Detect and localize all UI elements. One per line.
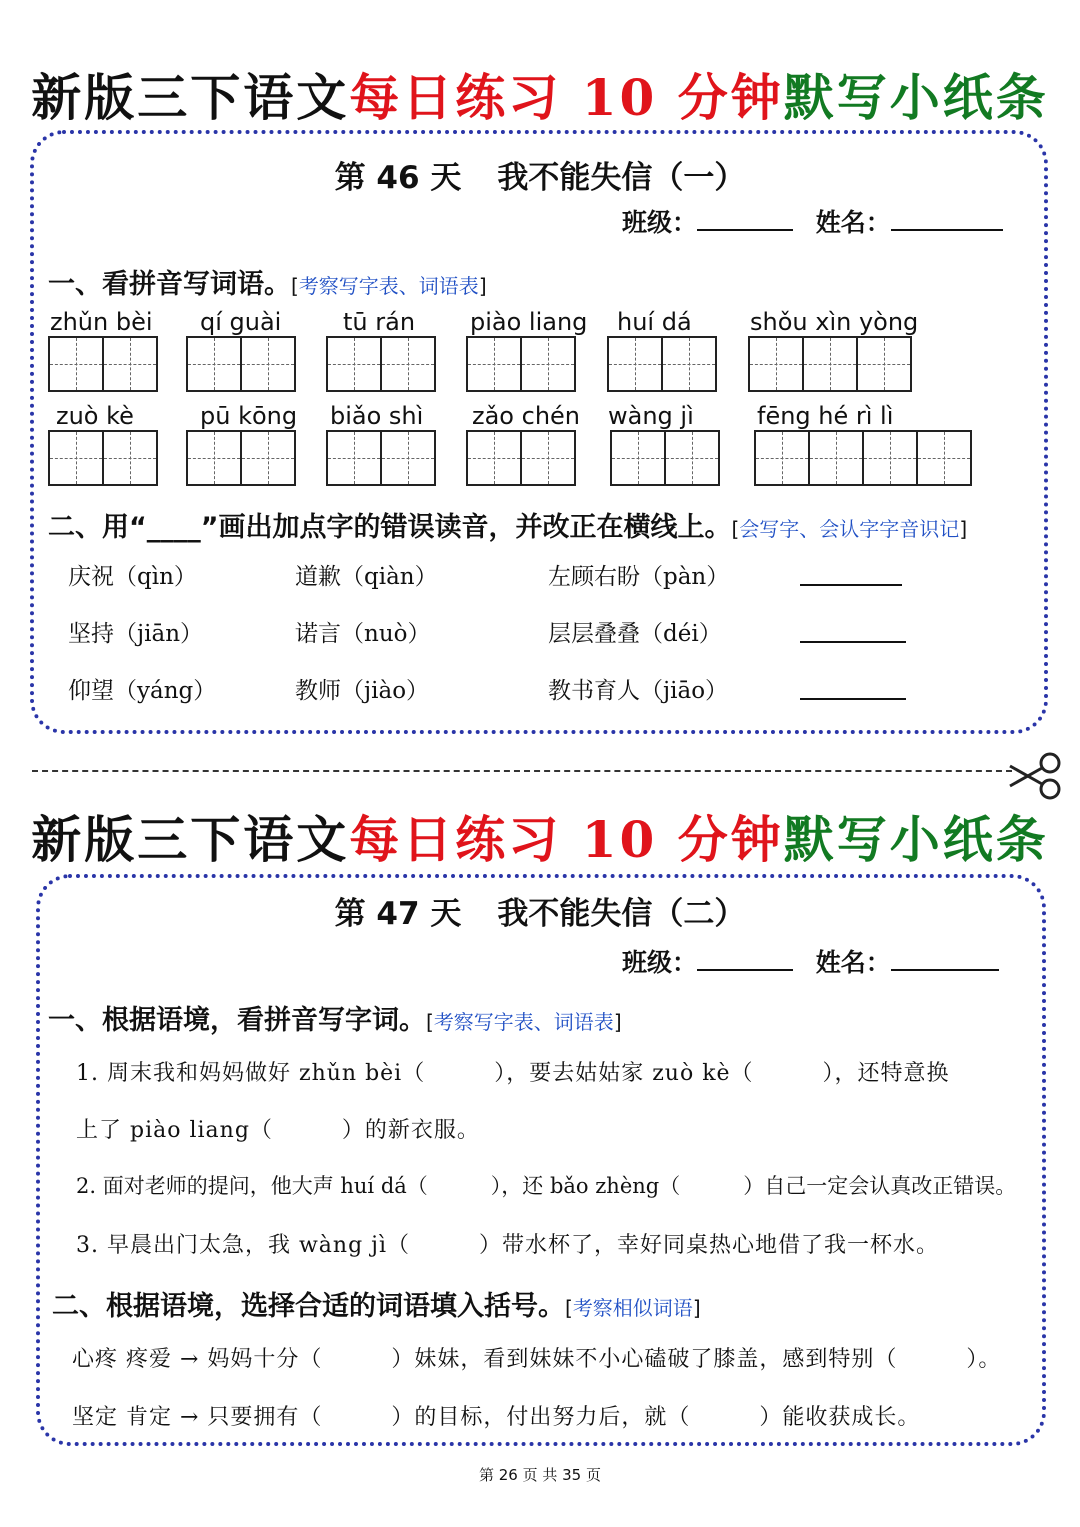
card1-section2-title <box>48 505 967 544</box>
word-item: 诺言（nuò） <box>295 621 431 647</box>
char-grid[interactable] <box>48 336 156 392</box>
char-cell[interactable] <box>380 430 436 486</box>
char-grid[interactable] <box>607 336 715 392</box>
char-grid[interactable] <box>754 430 970 486</box>
section-title: 一、根据语境，看拼音写字词。 <box>48 1005 426 1036</box>
cut-line <box>32 770 1012 772</box>
banner-part1: 新版三下语文 <box>31 68 350 127</box>
char-cell[interactable] <box>661 336 717 392</box>
char-cell[interactable] <box>802 336 858 392</box>
name-blank[interactable] <box>891 969 999 971</box>
tag-bracket: [ <box>426 1010 434 1034</box>
char-grid[interactable] <box>48 430 156 486</box>
page-footer: 第 26 页 共 35 页 <box>478 1466 601 1484</box>
banner-part2: 每日练习 10 分钟 <box>349 810 784 869</box>
card1-day: 第 46 天 <box>334 160 462 196</box>
choice-sentence: 坚定 肯定 → 只要拥有（ ）的目标，付出努力后，就（ ）能收获成长。 <box>72 1405 921 1430</box>
pinyin: tū rán <box>343 308 416 336</box>
char-cell[interactable] <box>380 336 436 392</box>
sentence: 上了 piào liang（ ）的新衣服。 <box>76 1118 480 1143</box>
card1-class-name-row <box>622 203 1003 239</box>
pinyin: wàng jì <box>608 402 694 430</box>
card2-title: 我不能失信（二） <box>497 896 746 932</box>
banner-part3: 默写小纸条 <box>783 810 1049 869</box>
tag-bracket: [ <box>731 517 740 541</box>
char-cell[interactable] <box>48 430 104 486</box>
pinyin: zǎo chén <box>472 402 580 430</box>
section-tag: 会写字、会认字字音识记 <box>739 517 960 541</box>
word-item: 道歉（qiàn） <box>295 564 438 590</box>
card2-day: 第 47 天 <box>334 896 462 932</box>
section-title: 一、看拼音写词语。 <box>48 269 291 300</box>
banner-top <box>0 58 1080 130</box>
pinyin: pū kōng <box>200 402 298 430</box>
word-item: 教师（jiào） <box>295 678 430 704</box>
banner-bottom <box>0 800 1080 872</box>
pinyin: huí dá <box>617 308 692 336</box>
char-cell[interactable] <box>520 336 576 392</box>
section-tag: 考察写字表、词语表 <box>298 274 479 298</box>
class-label: 班级： <box>622 208 698 237</box>
name-label: 姓名： <box>815 948 891 977</box>
char-cell[interactable] <box>664 430 720 486</box>
word-item: 仰望（yáng） <box>68 678 217 704</box>
section-tag: 考察相似词语 <box>572 1296 693 1320</box>
pinyin: zuò kè <box>56 402 134 430</box>
name-label: 姓名： <box>815 208 891 237</box>
answer-line[interactable] <box>800 584 902 586</box>
sentence: 1. 周末我和妈妈做好 zhǔn bèi（ ），要去姑姑家 zuò kè（ ），还特意换 <box>76 1061 950 1086</box>
answer-line[interactable] <box>800 641 906 643</box>
sentence: 3. 早晨出门太急，我 wàng jì（ ）带水杯了，幸好同桌热心地借了我一杯水。 <box>76 1233 940 1258</box>
pinyin: biǎo shì <box>330 402 424 430</box>
choice-sentence: 心疼 疼爱 → 妈妈十分（ ）妹妹，看到妹妹不小心磕破了膝盖，感到特别（ ）。 <box>72 1347 1002 1372</box>
sentence: 2. 面对老师的提问，他大声 huí dá（ ），还 bǎo zhèng（ ）自己一定会认真改正错误。 <box>76 1174 1017 1198</box>
char-cell[interactable] <box>326 430 382 486</box>
card2-class-name-row <box>622 943 999 979</box>
tag-bracket: [ <box>565 1296 573 1320</box>
pinyin: zhǔn bèi <box>50 308 153 336</box>
char-grid[interactable] <box>466 430 574 486</box>
word-item: 庆祝（qìn） <box>68 564 197 590</box>
char-cell[interactable] <box>862 430 918 486</box>
tag-bracket: ] <box>959 517 968 541</box>
section-title: 二、用“____”画出加点字的错误读音，并改正在横线上。 <box>48 512 732 543</box>
word-item: 左顾右盼（pàn） <box>548 564 730 590</box>
tag-bracket: [ <box>291 274 299 298</box>
answer-line[interactable] <box>800 698 906 700</box>
card2-section1-title <box>48 998 622 1037</box>
char-grid[interactable] <box>610 430 718 486</box>
char-cell[interactable] <box>856 336 912 392</box>
card1-heading <box>0 152 1080 197</box>
char-cell[interactable] <box>520 430 576 486</box>
char-cell[interactable] <box>102 336 158 392</box>
tag-bracket: ] <box>478 274 487 298</box>
char-cell[interactable] <box>610 430 666 486</box>
section-title: 二、根据语境，选择合适的词语填入括号。 <box>52 1291 565 1322</box>
card1-section1-title <box>48 262 487 301</box>
char-cell[interactable] <box>48 336 104 392</box>
section-tag: 考察写字表、词语表 <box>433 1010 614 1034</box>
char-cell[interactable] <box>102 430 158 486</box>
banner-part1: 新版三下语文 <box>31 810 350 869</box>
pinyin: piào liang <box>470 308 588 336</box>
class-blank[interactable] <box>697 969 793 971</box>
char-cell[interactable] <box>808 430 864 486</box>
pinyin: fēng hé rì lì <box>757 402 894 430</box>
tag-bracket: ] <box>613 1010 622 1034</box>
char-cell[interactable] <box>186 430 242 486</box>
scissors-icon <box>1006 750 1064 802</box>
card2-heading <box>0 888 1080 933</box>
char-cell[interactable] <box>240 336 296 392</box>
word-item: 层层叠叠（déi） <box>548 621 722 647</box>
char-cell[interactable] <box>916 430 972 486</box>
char-cell[interactable] <box>607 336 663 392</box>
char-grid[interactable] <box>748 336 910 392</box>
word-item: 教书育人（jiāo） <box>548 678 729 704</box>
word-item: 坚持（jiān） <box>68 621 204 647</box>
banner-part2: 每日练习 10 分钟 <box>349 68 784 127</box>
tag-bracket: ] <box>692 1296 701 1320</box>
char-grid[interactable] <box>326 336 434 392</box>
char-cell[interactable] <box>466 430 522 486</box>
class-blank[interactable] <box>697 229 793 231</box>
banner-part3: 默写小纸条 <box>783 68 1049 127</box>
class-label: 班级： <box>622 948 698 977</box>
char-grid[interactable] <box>466 336 574 392</box>
char-cell[interactable] <box>186 336 242 392</box>
char-cell[interactable] <box>326 336 382 392</box>
card2-section2-title <box>52 1284 701 1323</box>
pinyin: qí guài <box>200 308 282 336</box>
char-cell[interactable] <box>748 336 804 392</box>
char-cell[interactable] <box>466 336 522 392</box>
char-grid[interactable] <box>326 430 434 486</box>
char-cell[interactable] <box>240 430 296 486</box>
char-grid[interactable] <box>186 430 294 486</box>
char-grid[interactable] <box>186 336 294 392</box>
char-cell[interactable] <box>754 430 810 486</box>
card1-title: 我不能失信（一） <box>497 160 746 196</box>
name-blank[interactable] <box>891 229 1003 231</box>
pinyin: shǒu xìn yòng <box>750 308 919 336</box>
